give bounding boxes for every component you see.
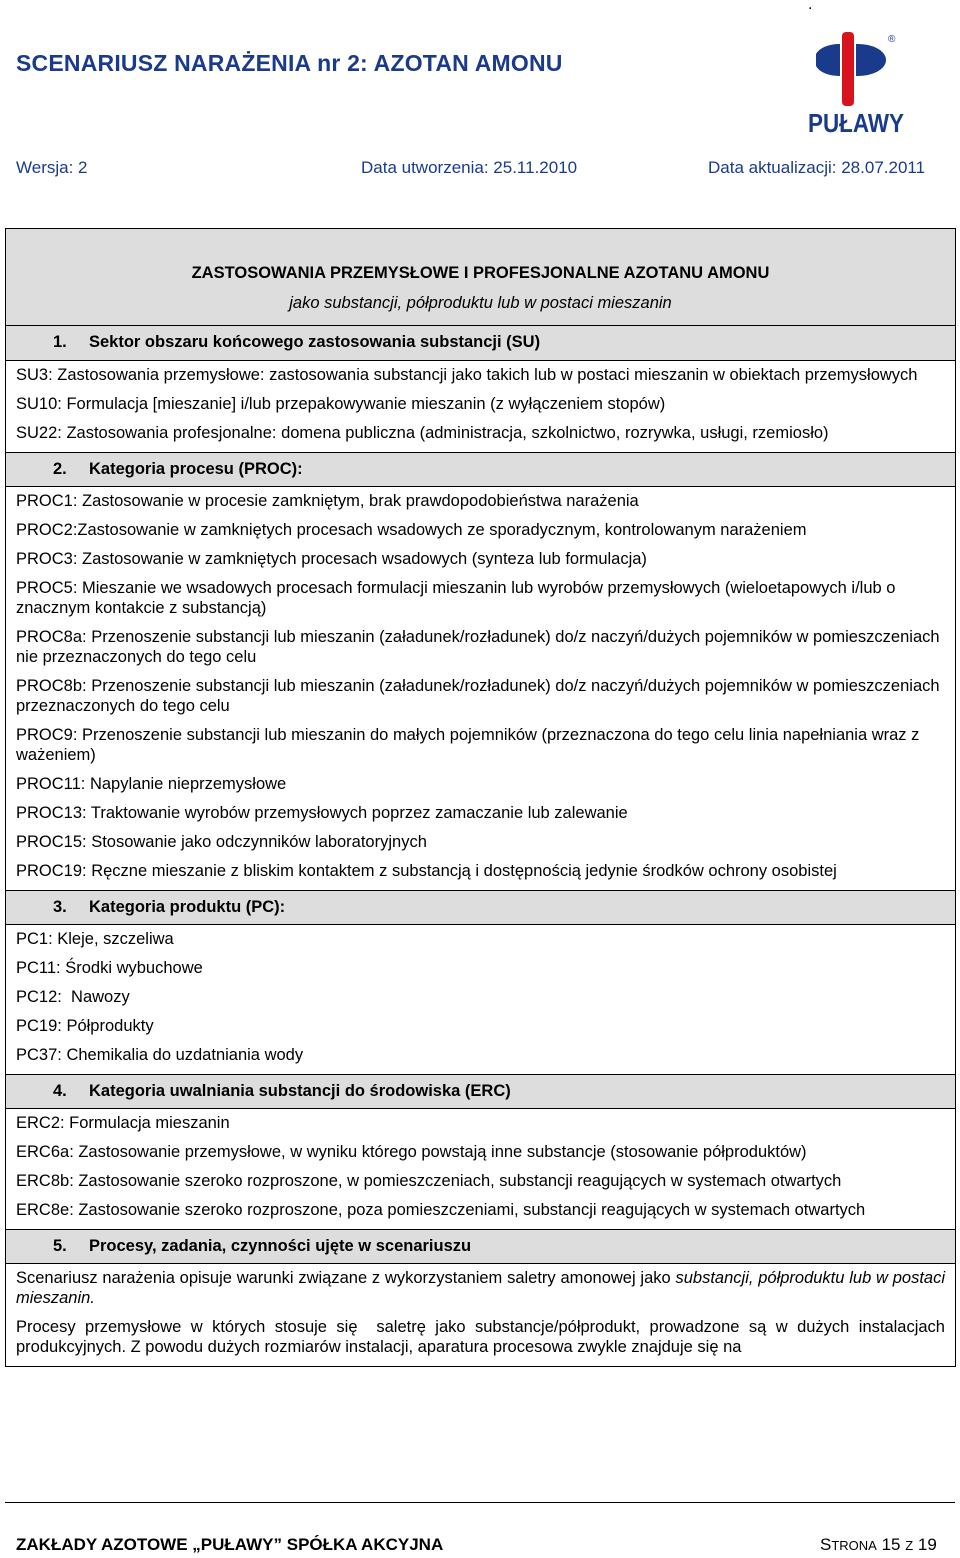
list-item: ERC2: Formulacja mieszanin — [16, 1114, 230, 1132]
list-item: PC19: Półprodukty — [16, 1017, 154, 1035]
paragraph: Scenariusz narażenia opisuje warunki związane z wykorzystaniem saletry amonowej jako substancji, półproduktu lub w postaci mieszanin. — [16, 1269, 945, 1307]
list-item: PC37: Chemikalia do uzdatniania wody — [16, 1046, 304, 1064]
pulawy-logo — [808, 30, 904, 136]
list-item: ERC8e: Zastosowanie szeroko rozproszone, poza pomieszczeniami, substancji reagujących w systemach otwartych — [16, 1201, 866, 1219]
title-band — [6, 229, 955, 326]
section-2-heading: 2. Kategoria procesu (PROC): — [6, 452, 955, 487]
created-date: Data utworzenia: 25.11.2010 — [361, 158, 578, 177]
footer-company: ZAKŁADY AZOTOWE „PUŁAWY” SPÓŁKA AKCYJNA — [16, 1535, 444, 1554]
content-box — [5, 228, 956, 1367]
list-item: PROC9: Przenoszenie substancji lub mieszanin do małych pojemników (przeznaczona do tego celu linia napełniania wraz z ważeniem) — [16, 726, 920, 764]
list-item: PROC8a: Przenoszenie substancji lub mieszanin (załadunek/rozładunek) do/z naczyń/dużych pojemników w pomieszczeniach nie przeznaczonych do tego celu — [16, 628, 940, 666]
registered-mark: ® — [888, 34, 896, 45]
list-item: SU3: Zastosowania przemysłowe: zastosowania substancji jako takich lub w postaci mieszanin w obiektach przemysłowych — [16, 366, 918, 384]
section-5-body — [6, 1264, 955, 1366]
list-item: PROC11: Napylanie nieprzemysłowe — [16, 775, 287, 793]
corner-dot: . — [808, 0, 813, 13]
footer-divider — [5, 1502, 955, 1503]
list-item: PROC1: Zastosowanie w procesie zamkniętym, brak prawdopodobieństwa narażenia — [16, 492, 639, 510]
list-item: PROC8b: Przenoszenie substancji lub mieszanin (załadunek/rozładunek) do/z naczyń/dużych pojemników w pomieszczeniach przeznaczonych do tego celu — [16, 677, 940, 715]
list-item: PROC15: Stosowanie jako odczynników laboratoryjnych — [16, 833, 427, 851]
section-5-heading: 5. Procesy, zadania, czynności ujęte w scenariuszu — [6, 1229, 955, 1264]
version-label: Wersja: 2 — [16, 158, 88, 177]
list-item: PROC2:Zastosowanie w zamkniętych procesach wsadowych ze sporadycznym, kontrolowanym narażeniem — [16, 521, 807, 539]
list-item: PROC3: Zastosowanie w zamkniętych procesach wsadowych (synteza lub formulacja) — [16, 550, 647, 568]
section-3-list — [6, 925, 955, 1074]
footer-page-number: STRONA 15 Z 19 — [820, 1535, 937, 1554]
header-title: SCENARIUSZ NARAŻENIA nr 2: AZOTAN AMONU — [16, 50, 563, 76]
document-subtitle: jako substancji, półproduktu lub w postaci mieszanin — [289, 294, 672, 312]
list-item: PC1: Kleje, szczeliwa — [16, 930, 174, 948]
paragraph: Procesy przemysłowe w których stosuje się saletrę jako substancje/półprodukt, prowadzone są w dużych instalacjach produkcyjnych. Z powodu dużych rozmiarów instalacji, aparatura procesowa zwykle znajduje się na — [16, 1318, 950, 1356]
list-item: PC11: Środki wybuchowe — [16, 959, 203, 977]
logo-text: PUŁAWY — [808, 108, 904, 138]
section-2-list — [6, 487, 955, 890]
section-3-heading: 3. Kategoria produktu (PC): — [6, 890, 955, 925]
list-item: ERC8b: Zastosowanie szeroko rozproszone, w pomieszczeniach, substancji reagujących w systemach otwartych — [16, 1172, 842, 1190]
list-item: PROC13: Traktowanie wyrobów przemysłowych poprzez zamaczanie lub zalewanie — [16, 804, 628, 822]
list-item: ERC6a: Zastosowanie przemysłowe, w wyniku którego powstają inne substancje (stosowanie półproduktów) — [16, 1143, 807, 1161]
list-item: SU22: Zastosowania profesjonalne: domena publiczna (administracja, szkolnictwo, rozrywka, usługi, rzemiosło) — [16, 424, 829, 442]
section-4-list — [6, 1109, 955, 1229]
section-1-heading: 1. Sektor obszaru końcowego zastosowania substancji (SU) — [6, 326, 955, 361]
document-title: ZASTOSOWANIA PRZEMYSŁOWE I PROFESJONALNE AZOTANU AMONU — [191, 264, 770, 282]
list-item: SU10: Formulacja [mieszanie] i/lub przepakowywanie mieszanin (z wyłączeniem stopów) — [16, 395, 666, 413]
section-1-list — [6, 361, 955, 452]
list-item: PROC19: Ręczne mieszanie z bliskim kontaktem z substancją i dostępnością jedynie środków ochrony osobistej — [16, 862, 837, 880]
list-item: PC12: Nawozy — [16, 988, 130, 1006]
updated-date: Data aktualizacji: 28.07.2011 — [708, 158, 926, 177]
list-item: PROC5: Mieszanie we wsadowych procesach formulacji mieszanin lub wyrobów przemysłowych (wieloetapowych i/lub o znacznym kontakcie z substancją) — [16, 579, 896, 617]
section-4-heading: 4. Kategoria uwalniania substancji do środowiska (ERC) — [6, 1074, 955, 1109]
